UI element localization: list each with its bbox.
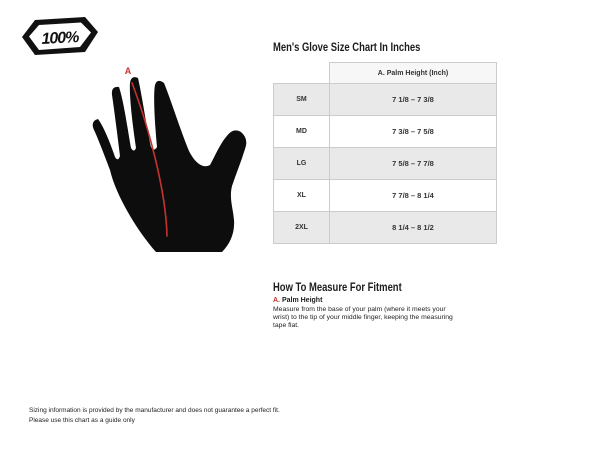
fitment-heading: How To Measure For Fitment [273, 282, 402, 294]
range-cell: 7 3/8 – 7 5/8 [330, 116, 497, 148]
measure-label [273, 297, 322, 304]
size-cell: 2XL [274, 212, 330, 244]
measure-label-text: Palm Height [281, 297, 323, 304]
disclaimer-line-2: Please use this chart as a guide only [29, 417, 135, 425]
size-chart-title: Men's Glove Size Chart In Inches [273, 42, 421, 54]
size-cell: MD [274, 116, 330, 148]
hand-silhouette [93, 77, 247, 252]
range-cell: 7 7/8 – 8 1/4 [330, 180, 497, 212]
table-row [274, 84, 497, 116]
size-cell: LG [274, 148, 330, 180]
size-chart-table [273, 62, 497, 244]
size-cell: XL [274, 180, 330, 212]
disclaimer-footer [29, 406, 280, 427]
table-row [274, 116, 497, 148]
table-header-blank-cell [274, 63, 330, 84]
brand-logo-text: 100% [41, 29, 79, 48]
range-cell: 7 1/8 – 7 3/8 [330, 84, 497, 116]
range-cell: 7 5/8 – 7 7/8 [330, 148, 497, 180]
disclaimer-line-1: Sizing information is provided by the manufacturer and does not guarantee a perfect fit. [29, 407, 280, 414]
table-row [274, 212, 497, 244]
table-row [274, 148, 497, 180]
table-header-row [274, 63, 497, 84]
table-row [274, 180, 497, 212]
measurement-label-a: A [124, 66, 132, 76]
measure-instructions: Measure from the base of your palm (where it meets your wrist) to the tip of your middle finger, keeping the measuring tape flat. [273, 306, 453, 330]
range-cell: 8 1/4 – 8 1/2 [330, 212, 497, 244]
measure-label-prefix: A. [273, 297, 280, 304]
size-cell: SM [274, 84, 330, 116]
table-column-header: A. Palm Height (Inch) [330, 63, 497, 84]
glove-illustration [70, 50, 260, 270]
